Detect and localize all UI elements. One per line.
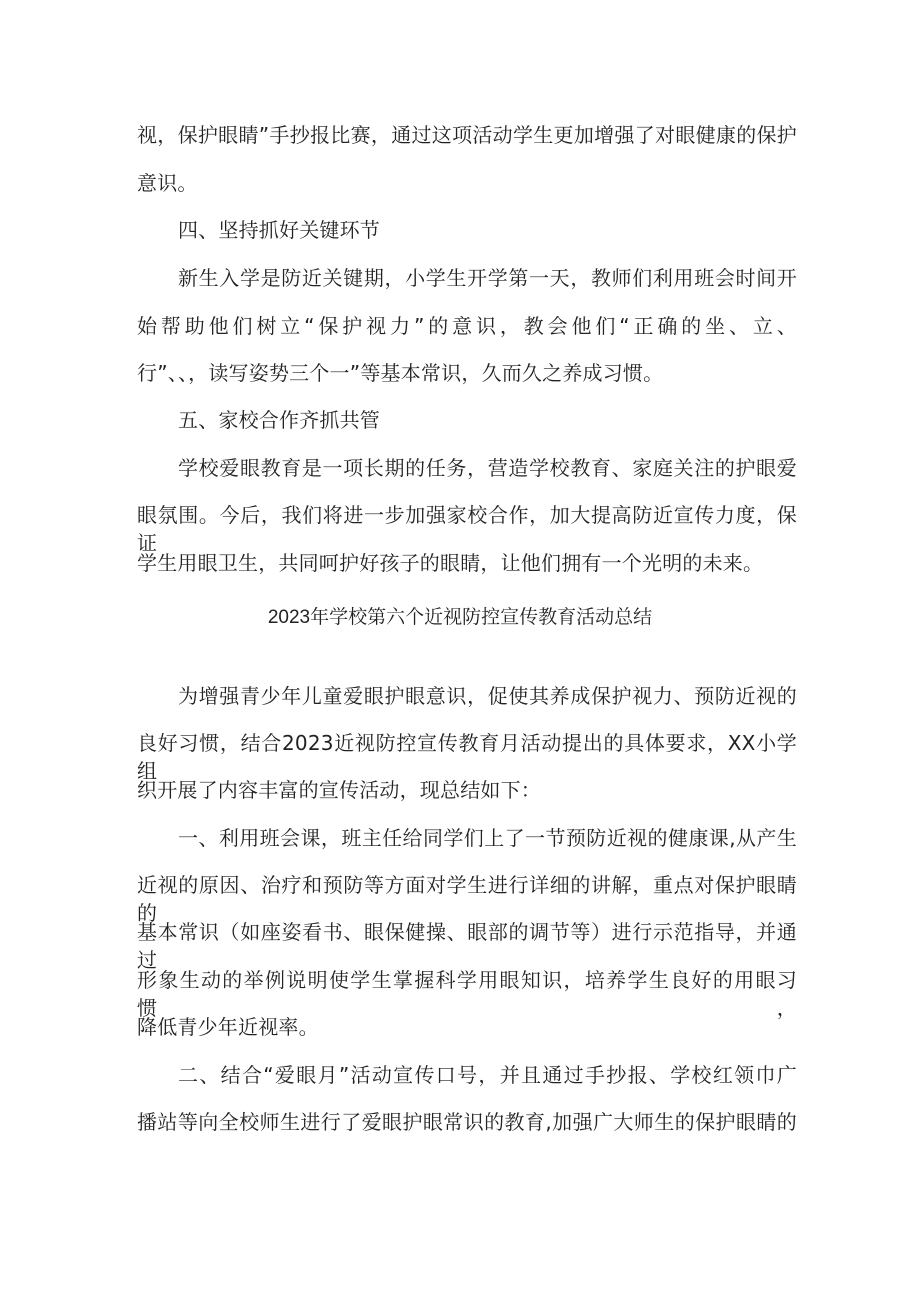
paragraph-line: 良好习惯，结合2023近视防控宣传教育月活动提出的具体要求，XX小学组 [137, 731, 797, 783]
document-title: 2023年学校第六个近视防控宣传教育活动总结 [267, 607, 653, 628]
paragraph-line: 始帮助他们树立“保护视力”的意识，教会他们“正确的坐、立、 [137, 314, 797, 338]
paragraph-line: 织开展了内容丰富的宣传活动，现总结如下： [137, 778, 541, 802]
paragraph-line: 近视的原因、治疗和预防等方面对学生进行详细的讲解，重点对保护眼睛的 [137, 873, 797, 925]
paragraph-line: 基本常识（如座姿看书、眼保健操、眼部的调节等）进行示范指导，并通过 [137, 920, 797, 972]
paragraph-line: 一、利用班会课，班主任给同学们上了一节预防近视的健康课,从产生 [178, 826, 797, 850]
section-heading: 四、坚持抓好关键环节 [178, 218, 380, 242]
paragraph-line: 学生用眼卫生，共同呵护好孩子的眼睛，让他们拥有一个光明的未来。 [137, 551, 764, 575]
paragraph-line: 行”、、，读写姿势三个一”等基本常识，久而久之养成习惯。 [137, 361, 664, 385]
section-heading: 五、家校合作齐抓共管 [178, 408, 380, 432]
paragraph-line: 二、结合“爱眼月”活动宣传口号，并且通过手抄报、学校红领巾广 [178, 1063, 797, 1087]
paragraph-line: 视，保护眼睛”手抄报比赛，通过这项活动学生更加增强了对眼健康的保护 [137, 123, 797, 147]
paragraph-line: 为增强青少年儿童爱眼护眼意识，促使其养成保护视力、预防近视的 [178, 684, 797, 708]
paragraph-line: 形象生动的举例说明使学生掌握科学用眼知识，培养学生良好的用眼习惯， [137, 968, 797, 1020]
paragraph-line: 眼氛围。今后，我们将进一步加强家校合作，加大提高防近宣传力度，保证 [137, 503, 797, 555]
paragraph-line: 降低青少年近视率。 [137, 1015, 319, 1039]
paragraph-line: 播站等向全校师生进行了爱眼护眼常识的教育,加强广大师生的保护眼睛的 [137, 1110, 797, 1134]
paragraph-line: 学校爱眼教育是一项长期的任务，营造学校教育、家庭关注的护眼爱 [178, 456, 797, 480]
paragraph-line: 意识。 [137, 171, 198, 195]
paragraph-line: 新生入学是防近关键期，小学生开学第一天，教师们利用班会时间开 [178, 266, 797, 290]
